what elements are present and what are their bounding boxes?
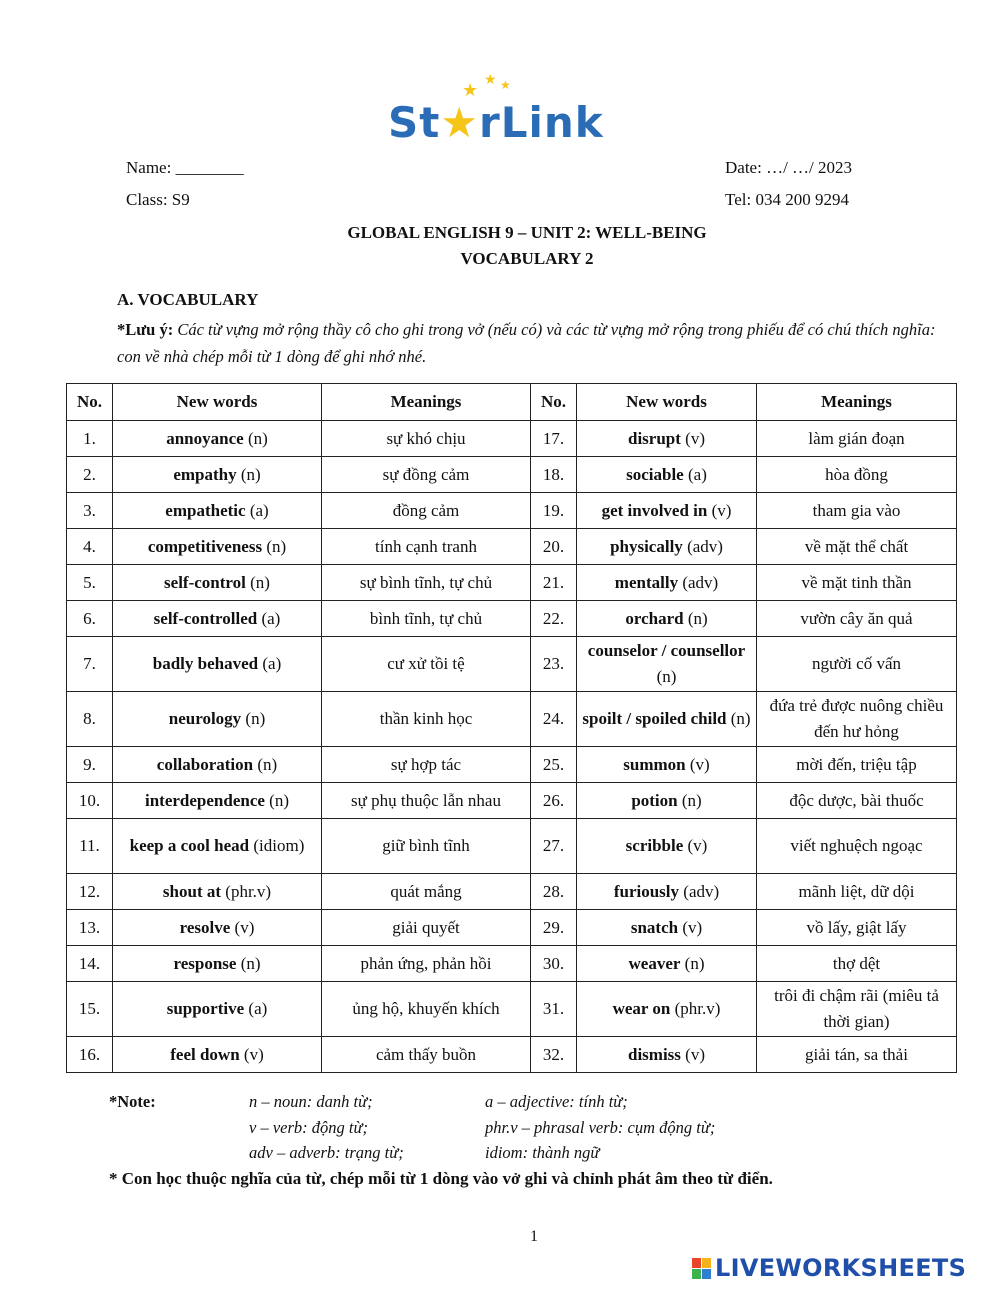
number-cell xyxy=(67,692,113,747)
row-number: 12. xyxy=(78,881,101,901)
meaning-text: bình tĩnh, tự chủ xyxy=(369,608,483,628)
word-cell xyxy=(113,982,322,1037)
word-type: (n) xyxy=(245,709,266,728)
word-cell xyxy=(113,529,322,565)
note-phrasal-verb: phr.v – phrasal verb: cụm động từ; xyxy=(485,1118,716,1137)
vocab-word: annoyance xyxy=(166,428,244,448)
meaning-cell xyxy=(757,529,957,565)
star-icon: ★ xyxy=(500,78,511,92)
vocab-word: response xyxy=(173,953,237,973)
vocab-word: potion xyxy=(631,790,678,810)
number-cell xyxy=(531,692,577,747)
column-header: No. xyxy=(531,384,577,421)
word-cell xyxy=(113,601,322,637)
row-number: 13. xyxy=(78,917,101,937)
word-cell xyxy=(577,982,757,1037)
study-note xyxy=(117,316,937,370)
word-type: (idiom) xyxy=(253,836,305,855)
word-type: (v) xyxy=(711,500,732,520)
word-cell xyxy=(577,565,757,601)
vocab-word: keep a cool head xyxy=(129,836,250,855)
word-cell xyxy=(113,421,322,457)
meaning-text: hòa đồng xyxy=(825,464,888,484)
table-row xyxy=(67,747,957,783)
word-cell xyxy=(577,493,757,529)
liveworksheets-blocks-icon xyxy=(692,1258,712,1280)
number-cell xyxy=(67,1037,113,1073)
word-type: (n) xyxy=(257,754,278,774)
vocab-word: wear on xyxy=(612,999,671,1018)
meaning-cell xyxy=(757,601,957,637)
vocab-word: dismiss xyxy=(628,1044,681,1064)
table-row xyxy=(67,692,957,747)
word-type: (v) xyxy=(689,754,710,774)
word-type: (a) xyxy=(687,464,707,484)
meaning-cell xyxy=(322,819,531,874)
row-number: 25. xyxy=(542,754,565,774)
word-type: (v) xyxy=(685,1044,705,1064)
row-number: 20. xyxy=(542,536,565,556)
vocab-word: competitiveness xyxy=(147,536,263,556)
word-type: (v) xyxy=(687,836,708,855)
row-number: 10. xyxy=(78,790,101,810)
word-cell xyxy=(577,946,757,982)
word-type: (v) xyxy=(243,1044,264,1064)
logo-star-icon: ★ xyxy=(440,98,479,147)
meaning-text: quát mắng xyxy=(390,881,462,901)
page-number: 1 xyxy=(530,1228,538,1245)
row-number: 14. xyxy=(78,953,101,973)
vocab-word: sociable xyxy=(626,464,684,484)
vocab-word: resolve xyxy=(179,917,231,937)
table-row xyxy=(67,910,957,946)
page-subtitle: VOCABULARY 2 xyxy=(460,249,594,268)
vocab-word: supportive xyxy=(166,999,245,1018)
meaning-cell xyxy=(757,457,957,493)
meaning-text: trôi đi chậm rãi (miêu tả thời gian) xyxy=(774,986,939,1031)
word-cell xyxy=(577,637,757,692)
row-number: 32. xyxy=(542,1044,565,1064)
word-cell xyxy=(113,692,322,747)
vocab-word: mentally xyxy=(614,572,679,592)
vocab-word: self-control xyxy=(164,572,246,592)
row-number: 22. xyxy=(542,608,565,628)
word-cell xyxy=(577,819,757,874)
page-title: GLOBAL ENGLISH 9 – UNIT 2: WELL-BEING xyxy=(347,223,707,242)
meaning-cell xyxy=(757,910,957,946)
number-cell xyxy=(67,457,113,493)
word-type: (adv) xyxy=(683,881,720,901)
word-type: (n) xyxy=(240,464,261,484)
meaning-cell xyxy=(757,747,957,783)
note-label: *Note: xyxy=(109,1092,156,1111)
row-number: 3. xyxy=(83,500,96,520)
meaning-text: đồng cảm xyxy=(392,500,460,520)
meaning-cell xyxy=(757,783,957,819)
row-number: 24. xyxy=(542,709,565,728)
row-number: 29. xyxy=(542,917,565,937)
row-number: 9. xyxy=(83,754,96,774)
vocab-word: physically xyxy=(610,536,683,556)
vocab-word: counselor / counsellor xyxy=(587,641,746,660)
meaning-cell xyxy=(757,637,957,692)
number-cell xyxy=(531,637,577,692)
meaning-text: về mặt tinh thần xyxy=(801,572,912,592)
word-type: (n) xyxy=(240,953,261,973)
number-cell xyxy=(531,565,577,601)
vocab-word: interdependence xyxy=(144,790,265,810)
word-type: (v) xyxy=(685,428,705,448)
word-cell xyxy=(113,747,322,783)
word-cell xyxy=(577,1037,757,1073)
vocab-word: snatch xyxy=(630,917,679,937)
meaning-cell xyxy=(322,421,531,457)
row-number: 2. xyxy=(83,464,96,484)
number-cell xyxy=(531,529,577,565)
word-cell xyxy=(113,946,322,982)
meaning-text: làm gián đoạn xyxy=(808,428,905,448)
word-cell xyxy=(577,529,757,565)
word-cell xyxy=(577,747,757,783)
word-type: (n) xyxy=(656,667,677,686)
vocab-word: neurology xyxy=(168,709,242,728)
word-type: (adv) xyxy=(687,536,723,556)
number-cell xyxy=(67,747,113,783)
meaning-cell xyxy=(322,1037,531,1073)
vocab-word: furiously xyxy=(613,881,680,901)
row-number: 7. xyxy=(83,654,96,673)
study-note-text: Các từ vựng mở rộng thầy cô cho ghi trong vở (nếu có) và các từ vựng mở rộng trong phiếu để có chú thích nghĩa: con về nhà chép mỗi từ 1 dòng để ghi nhớ nhé. xyxy=(117,320,936,366)
vocab-word: scribble xyxy=(625,836,684,855)
vocabulary-table xyxy=(66,383,957,1073)
column-header: New words xyxy=(577,384,757,421)
number-cell xyxy=(67,421,113,457)
row-number: 23. xyxy=(542,654,565,673)
column-header: New words xyxy=(113,384,322,421)
meaning-cell xyxy=(757,819,957,874)
vocab-word: badly behaved xyxy=(152,654,259,673)
meaning-cell xyxy=(322,493,531,529)
meaning-text: sự bình tĩnh, tự chủ xyxy=(359,572,493,592)
meaning-text: vườn cây ăn quả xyxy=(800,608,913,628)
row-number: 21. xyxy=(542,572,565,592)
vocab-word: empathy xyxy=(173,464,237,484)
number-cell xyxy=(67,982,113,1037)
vocab-word: weaver xyxy=(628,953,681,973)
word-type: (n) xyxy=(681,790,702,810)
vocab-word: collaboration xyxy=(156,754,254,774)
table-row xyxy=(67,601,957,637)
number-cell xyxy=(67,565,113,601)
word-type: (n) xyxy=(269,790,289,810)
number-cell xyxy=(67,601,113,637)
vocab-word: disrupt xyxy=(628,428,681,448)
number-cell xyxy=(67,946,113,982)
word-cell xyxy=(113,493,322,529)
meaning-text: thần kinh học xyxy=(379,709,473,728)
meaning-text: ủng hộ, khuyến khích xyxy=(352,999,500,1018)
table-row xyxy=(67,783,957,819)
meaning-cell xyxy=(322,874,531,910)
word-type: (v) xyxy=(682,917,703,937)
word-type: (n) xyxy=(684,953,705,973)
word-cell xyxy=(113,1037,322,1073)
number-cell xyxy=(531,421,577,457)
table-row xyxy=(67,565,957,601)
meaning-cell xyxy=(757,982,957,1037)
word-cell xyxy=(577,692,757,747)
word-cell xyxy=(113,910,322,946)
row-number: 19. xyxy=(542,500,565,520)
vocab-word: empathetic xyxy=(165,500,246,520)
logo-wordmark: St★rLink xyxy=(388,98,604,147)
note-noun: n – noun: danh từ; xyxy=(249,1092,373,1111)
word-cell xyxy=(577,874,757,910)
meaning-cell xyxy=(322,910,531,946)
vocab-word: orchard xyxy=(625,608,684,628)
column-header: No. xyxy=(67,384,113,421)
meaning-text: phản ứng, phản hồi xyxy=(360,953,492,973)
row-number: 31. xyxy=(542,999,565,1018)
row-number: 4. xyxy=(83,536,96,556)
meaning-text: giải tán, sa thải xyxy=(805,1044,908,1064)
row-number: 26. xyxy=(542,790,565,810)
meaning-text: mời đến, triệu tập xyxy=(796,754,917,774)
number-cell xyxy=(531,819,577,874)
class-field: Class: S9 xyxy=(126,190,190,209)
word-type: (n) xyxy=(247,428,268,448)
meaning-cell xyxy=(757,421,957,457)
row-number: 18. xyxy=(542,464,565,484)
word-cell xyxy=(113,637,322,692)
meaning-text: thợ dệt xyxy=(832,953,881,973)
word-type: (a) xyxy=(248,999,268,1018)
meaning-cell xyxy=(322,637,531,692)
word-cell xyxy=(113,819,322,874)
row-number: 30. xyxy=(542,953,565,973)
row-number: 1. xyxy=(83,428,96,448)
row-number: 8. xyxy=(83,709,96,728)
meaning-cell xyxy=(757,1037,957,1073)
word-type: (n) xyxy=(266,536,287,556)
number-cell xyxy=(531,783,577,819)
number-cell xyxy=(67,637,113,692)
meaning-cell xyxy=(322,565,531,601)
meaning-cell xyxy=(322,692,531,747)
row-number: 6. xyxy=(83,608,96,628)
row-number: 5. xyxy=(83,572,96,592)
table-row xyxy=(67,529,957,565)
meaning-text: cảm thấy buồn xyxy=(375,1044,477,1064)
word-type: (a) xyxy=(261,608,281,628)
word-type: (v) xyxy=(234,917,255,937)
meaning-text: sự đồng cảm xyxy=(382,464,470,484)
star-icon: ★ xyxy=(462,80,479,101)
meaning-text: tính cạnh tranh xyxy=(375,536,477,556)
table-row xyxy=(67,421,957,457)
word-cell xyxy=(577,601,757,637)
number-cell xyxy=(531,1037,577,1073)
meaning-cell xyxy=(322,457,531,493)
meaning-text: sự khó chịu xyxy=(386,428,466,448)
number-cell xyxy=(67,529,113,565)
number-cell xyxy=(531,946,577,982)
vocab-word: feel down xyxy=(170,1044,240,1064)
table-row xyxy=(67,982,957,1037)
row-number: 15. xyxy=(78,999,101,1018)
row-number: 27. xyxy=(542,836,565,855)
word-cell xyxy=(113,457,322,493)
section-heading: A. VOCABULARY xyxy=(117,290,259,309)
table-header-row xyxy=(67,384,957,421)
row-number: 17. xyxy=(542,428,565,448)
vocab-word: self-controlled xyxy=(153,608,258,628)
meaning-cell xyxy=(757,493,957,529)
row-number: 28. xyxy=(542,881,565,901)
meaning-cell xyxy=(322,529,531,565)
word-cell xyxy=(577,457,757,493)
meaning-text: độc dược, bài thuốc xyxy=(789,790,924,810)
meaning-text: về mặt thể chất xyxy=(804,536,909,556)
liveworksheets-logo xyxy=(692,1254,992,1284)
note-adverb: adv – adverb: trạng từ; xyxy=(249,1143,404,1162)
word-cell xyxy=(113,874,322,910)
number-cell xyxy=(531,457,577,493)
meaning-cell xyxy=(757,946,957,982)
note-adjective: a – adjective: tính từ; xyxy=(485,1092,628,1111)
meaning-text: cư xử tồi tệ xyxy=(387,654,465,673)
number-cell xyxy=(531,601,577,637)
number-cell xyxy=(531,874,577,910)
word-cell xyxy=(113,783,322,819)
star-icon: ★ xyxy=(484,72,497,88)
study-reminder: * Con học thuộc nghĩa của từ, chép mỗi từ 1 dòng vào vở ghi và chỉnh phát âm theo từ điển. xyxy=(109,1169,773,1188)
table-row xyxy=(67,457,957,493)
date-field: Date: …/ …/ 2023 xyxy=(725,158,853,177)
column-header: Meanings xyxy=(757,384,957,421)
table-row xyxy=(67,874,957,910)
word-type: (adv) xyxy=(682,572,719,592)
vocab-word: spoilt / spoiled child xyxy=(582,709,727,728)
meaning-text: mãnh liệt, dữ dội xyxy=(798,881,915,901)
number-cell xyxy=(531,910,577,946)
meaning-text: giữ bình tĩnh xyxy=(382,836,470,855)
liveworksheets-wordmark: LIVEWORKSHEETS xyxy=(715,1254,967,1282)
meaning-cell xyxy=(322,747,531,783)
number-cell xyxy=(67,819,113,874)
number-cell xyxy=(531,493,577,529)
number-cell xyxy=(531,747,577,783)
name-field: Name: ________ xyxy=(126,158,244,177)
number-cell xyxy=(531,982,577,1037)
meaning-cell xyxy=(322,601,531,637)
column-header: Meanings xyxy=(322,384,531,421)
word-type: (phr.v) xyxy=(674,999,721,1018)
meaning-text: tham gia vào xyxy=(812,500,901,520)
meaning-cell xyxy=(322,982,531,1037)
note-idiom: idiom: thành ngữ xyxy=(485,1143,600,1162)
meaning-cell xyxy=(757,874,957,910)
word-type: (n) xyxy=(687,608,708,628)
table-row xyxy=(67,637,957,692)
number-cell xyxy=(67,783,113,819)
meaning-cell xyxy=(757,565,957,601)
word-type: (phr.v) xyxy=(225,881,272,901)
table-row xyxy=(67,493,957,529)
word-type: (n) xyxy=(250,572,270,592)
row-number: 16. xyxy=(78,1044,101,1064)
tel-field: Tel: 034 200 9294 xyxy=(725,190,849,209)
word-type: (n) xyxy=(730,709,751,728)
meaning-text: người cố vấn xyxy=(811,654,902,673)
word-type: (a) xyxy=(249,500,269,520)
meaning-text: viết nghuệch ngoạc xyxy=(790,836,923,855)
meaning-text: sự phụ thuộc lẫn nhau xyxy=(351,790,501,810)
note-verb: v – verb: động từ; xyxy=(249,1118,368,1137)
word-cell xyxy=(113,565,322,601)
table-row xyxy=(67,946,957,982)
row-number: 11. xyxy=(79,836,100,855)
word-type: (a) xyxy=(262,654,282,673)
number-cell xyxy=(67,874,113,910)
meaning-text: giải quyết xyxy=(392,917,460,937)
vocab-word: shout at xyxy=(162,881,222,901)
meaning-text: đứa trẻ được nuông chiều đến hư hỏng xyxy=(769,696,944,741)
word-cell xyxy=(577,783,757,819)
word-cell xyxy=(577,910,757,946)
word-cell xyxy=(577,421,757,457)
vocab-word: get involved in xyxy=(601,500,708,520)
table-row xyxy=(67,819,957,874)
meaning-text: sự hợp tác xyxy=(390,754,462,774)
table-row xyxy=(67,1037,957,1073)
number-cell xyxy=(67,910,113,946)
meaning-text: vồ lấy, giật lấy xyxy=(806,917,907,937)
meaning-cell xyxy=(757,692,957,747)
starlink-logo xyxy=(388,70,618,150)
meaning-cell xyxy=(322,783,531,819)
vocab-word: summon xyxy=(623,754,686,774)
study-note-label: *Lưu ý: xyxy=(117,320,174,339)
number-cell xyxy=(67,493,113,529)
meaning-cell xyxy=(322,946,531,982)
